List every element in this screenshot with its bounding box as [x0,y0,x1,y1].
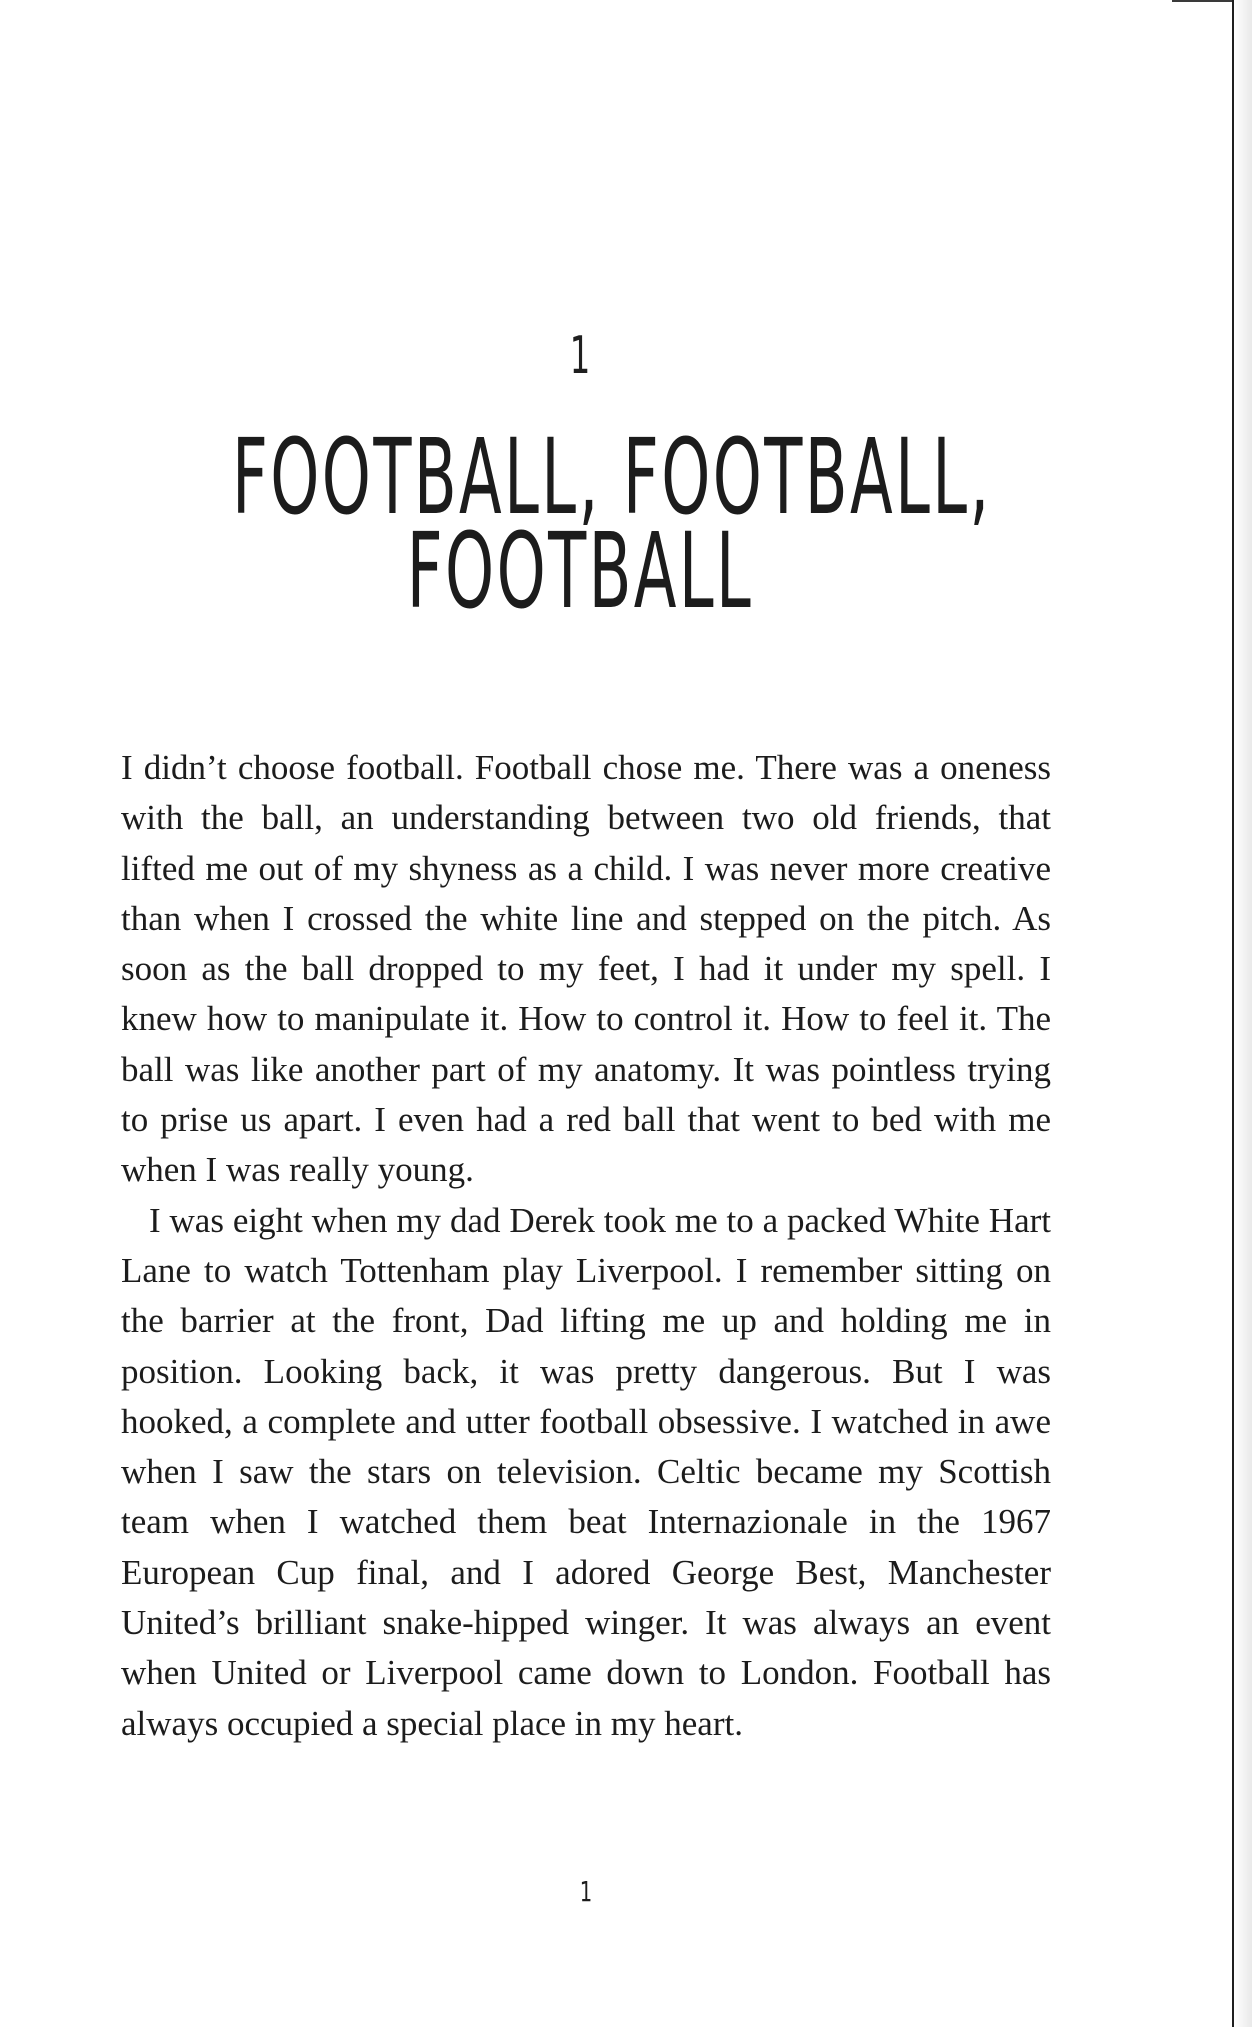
chapter-title-line-1: FOOTBALL, FOOTBALL, [232,416,992,538]
paragraph-2: I was eight when my dad Derek took me to a packed White Hart Lane to watch Tottenham play Liverpool. I remember sitting on the barrier at the front, Dad lifting me up and holding me in position. Looking back, it was pretty dangerous. But I was hooked, a complete and utter football obsessive. I watched in awe when I saw the stars on television. Celtic became my Scottish team when I watched them beat Internazionale in the 1967 European Cup final, and I adored George Best, Manchester United’s brilliant snake-hipped winger. It was always an event when United or Liverpool came down to London. Football has always occupied a special place in my heart. [121,1200,1051,1743]
chapter-title [232,416,992,632]
chapter-number: 1 [569,326,591,386]
page-edge [1232,0,1252,2027]
body-text [121,743,1051,1749]
page-number: 1 [579,1875,593,1908]
chapter-title-line-2: FOOTBALL [406,510,754,632]
page-edge-rule [1172,0,1232,2]
paragraph-1: I didn’t choose football. Football chose me. There was a oneness with the ball, an understanding between two old friends, that lifted me out of my shyness as a child. I was never more creative than when I crossed the white line and stepped on the pitch. As soon as the ball dropped to my feet, I had it under my spell. I knew how to manipulate it. How to control it. How to feel it. The ball was like another part of my anatomy. It was pointless trying to prise us apart. I even had a red ball that went to bed with me when I was really young. [121,748,1051,1190]
